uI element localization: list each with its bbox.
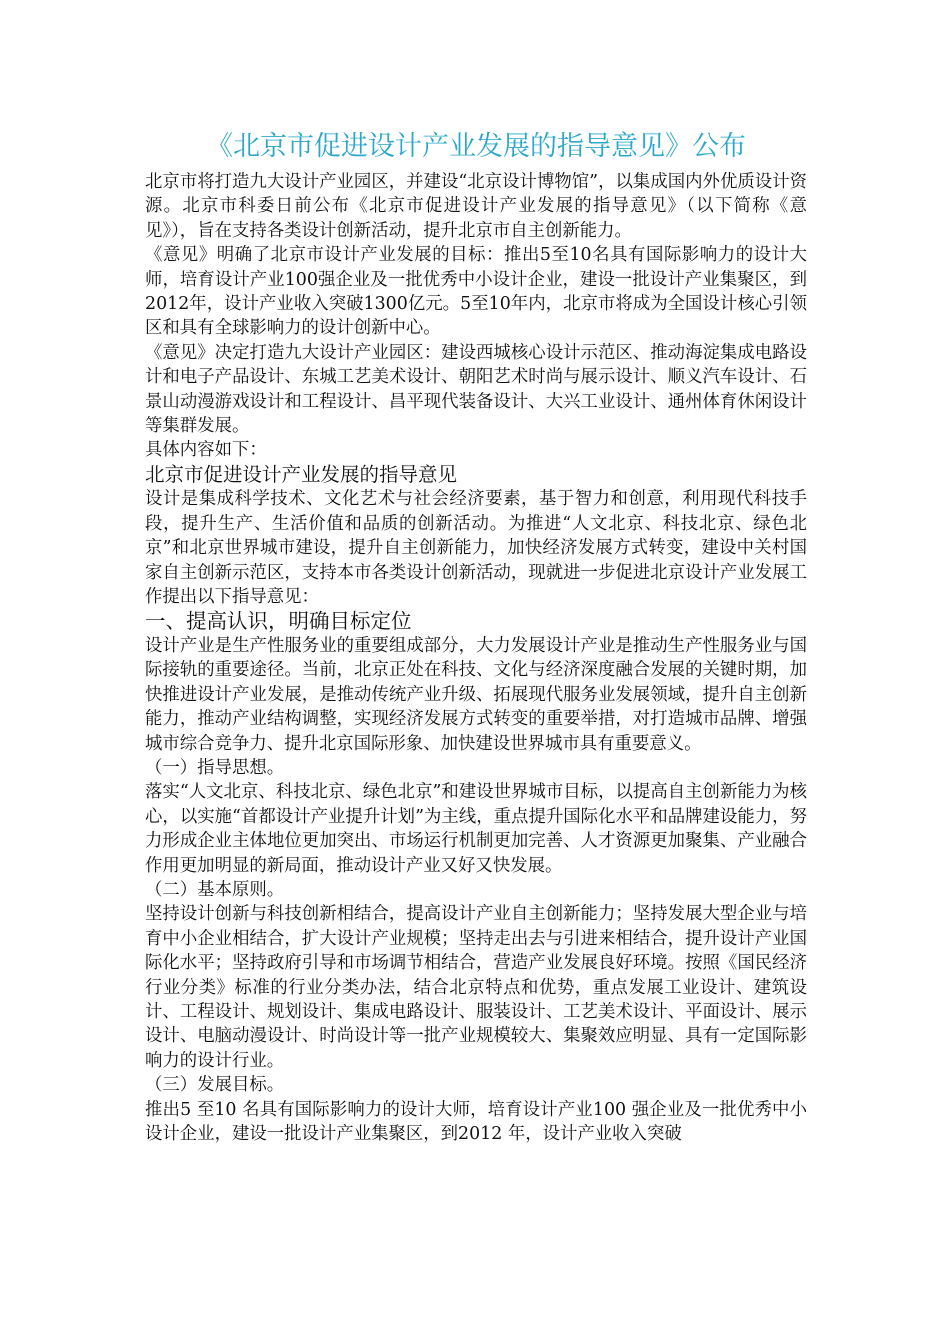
details-lead: 具体内容如下： [145,440,267,461]
development-goals-paragraph: 推出5 至10 名具有国际影响力的设计大师，培育设计产业100 强企业及一批优秀中小设计企业，建设一批设计产业集聚区，到2012 年，设计产业收入突破 [145,1099,807,1145]
section-1-paragraph: 设计产业是生产性服务业的重要组成部分，大力发展设计产业是推动生产性服务业与国际接轨的重要途径。当前，北京正处在科技、文化与经济深度融合发展的关键时期，加快推进设计产业发展，是推动传统产业升级、拓展现代服务业发展领域，提升自主创新能力，推动产业结构调整，实现经济发展方式转变的重要举措，对打造城市品牌、增强城市综合竞争力、提升北京国际形象、加快建设世界城市具有重要意义。 [145,635,807,754]
intro-paragraph: 北京市将打造九大设计产业园区，并建设“北京设计博物馆”，以集成国内外优质设计资源。北京市科委日前公布《北京市促进设计产业发展的指导意见》（以下简称《意见》），旨在支持各类设计创新活动，提升北京市自主创新能力。 [145,172,807,241]
goals-paragraph: 《意见》明确了北京市设计产业发展的目标：推出5至10名具有国际影响力的设计大师，培育设计产业100强企业及一批优秀中小设计企业，建设一批设计产业集聚区，到2012年，设计产业收入突破1300亿元。5至10年内，北京市将成为全国设计核心引领区和具有全球影响力的设计创新中心。 [145,245,807,339]
parks-paragraph: 《意见》决定打造九大设计产业园区：建设西城核心设计示范区、推动海淀集成电路设计和电子产品设计、东城工艺美术设计、朝阳艺术时尚与展示设计、顺义汽车设计、石景山动漫游戏设计和工程设计、昌平现代装备设计、大兴工业设计、通州体育休闲设计等集群发展。 [145,342,807,437]
basic-principles-paragraph: 坚持设计创新与科技创新相结合，提高设计产业自主创新能力；坚持发展大型企业与培育中小企业相结合，扩大设计产业规模；坚持走出去与引进来相结合，提升设计产业国际化水平；坚持政府引导和市场调节相结合，营造产业发展良好环境。按照《国民经济行业分类》标准的行业分类办法，结合北京特点和优势，重点发展工业设计、建筑设计、工程设计、规划设计、集成电路设计、服装设计、工艺美术设计、平面设计、展示设计、电脑动漫设计、时尚设计等一批产业规模较大、集聚效应明显、具有一定国际影响力的设计行业。 [145,904,807,1071]
document-page [145,124,807,1146]
subsection-heading-3: （三）发展目标。 [145,1075,285,1096]
subsection-heading-2: （二）基本原则。 [145,879,285,900]
opinion-subtitle: 北京市促进设计产业发展的指导意见 [145,462,458,486]
preamble-paragraph: 设计是集成科学技术、文化艺术与社会经济要素，基于智力和创意，利用现代科技手段，提升生产、生活价值和品质的创新活动。为推进“人文北京、科技北京、绿色北京”和北京世界城市建设，提升自主创新能力，加快经济发展方式转变，建设中关村国家自主创新示范区，支持本市各类设计创新活动，现就进一步促进北京设计产业发展工作提出以下指导意见： [145,489,807,607]
document-title: 《北京市促进设计产业发展的指导意见》公布 [206,131,746,162]
section-heading-1: 一、提高认识，明确目标定位 [145,609,412,634]
subsection-heading-1: （一）指导思想。 [145,757,285,778]
guiding-ideology-paragraph: 落实“人文北京、科技北京、绿色北京”和建设世界城市目标，以提高自主创新能力为核心，以实施“首都设计产业提升计划”为主线，重点提升国际化水平和品牌建设能力，努力形成企业主体地位更加突出、市场运行机制更加完善、人才资源更加聚集、产业融合作用更加明显的新局面，推动设计产业又好又快发展。 [145,782,807,876]
